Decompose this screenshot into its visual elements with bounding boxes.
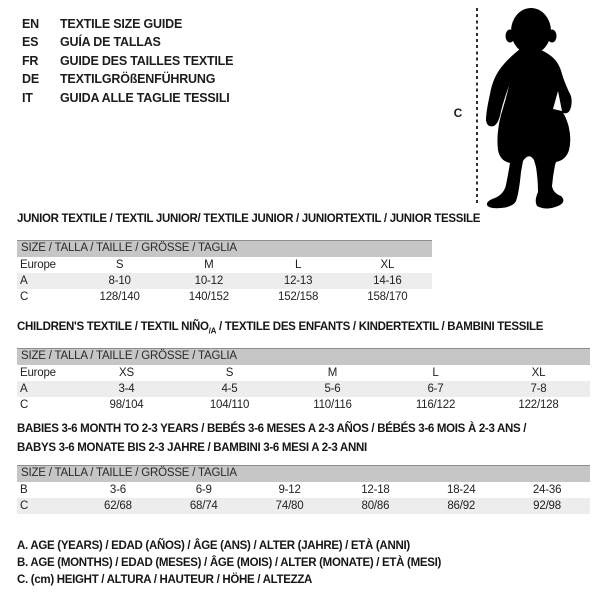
babies-size-table <box>17 465 590 514</box>
language-label: GUÍA DE TALLAS <box>60 35 161 50</box>
language-code: EN <box>22 17 39 31</box>
row-label: C <box>20 499 29 512</box>
size-cell: 110/116 <box>313 398 352 411</box>
size-cell: 4-5 <box>221 382 238 395</box>
size-cell: XS <box>119 366 134 379</box>
size-cell: M <box>327 366 338 379</box>
size-cell: 9-12 <box>278 483 301 496</box>
size-cell: S <box>115 258 124 271</box>
size-cell: 92/98 <box>533 499 561 512</box>
footnote-age-months: B. AGE (MONTHS) / EDAD (MESES) / ÂGE (MOIS) / ALTER (MONATE) / ETÀ (MESI) <box>17 557 442 570</box>
language-label: GUIDE DES TAILLES TEXTILE <box>60 53 234 68</box>
babies-title-line1: BABIES 3-6 MONTH TO 2-3 YEARS / BEBÉS 3-6 MESES A 2-3 AÑOS / BÉBÉS 3-6 MOIS À 2-3 ANS / <box>17 423 527 435</box>
children-title-text: CHILDREN'S TEXTILE / TEXTIL NIÑO <box>17 321 209 333</box>
legend-footnotes <box>17 538 441 590</box>
size-header: SIZE / TALLA / TAILLE / GRÖSSE / TAGLIA <box>17 466 590 482</box>
row-label: Europe <box>20 366 56 379</box>
size-cell: 62/68 <box>104 499 132 512</box>
toddler-silhouette-icon <box>483 4 575 212</box>
size-cell: 18-24 <box>447 483 476 496</box>
size-cell: 128/140 <box>99 290 140 303</box>
junior-size-table <box>17 240 432 305</box>
babies-table-title <box>17 420 526 458</box>
row-label: A <box>20 382 28 395</box>
children-size-table <box>17 348 590 413</box>
size-cell: 74/80 <box>275 499 304 512</box>
language-row-en <box>22 15 233 33</box>
size-cell: 68/74 <box>189 499 218 512</box>
size-header-row <box>17 241 432 257</box>
table-row-age-years <box>17 273 432 289</box>
size-cell: 5-6 <box>324 382 341 395</box>
size-cell: 14-16 <box>373 274 402 287</box>
table-row-europe <box>17 257 432 273</box>
language-row-es <box>22 33 233 51</box>
junior-table-title: JUNIOR TEXTILE / TEXTIL JUNIOR/ TEXTILE JUNIOR / JUNIORTEXTIL / JUNIOR TESSILE <box>17 213 481 225</box>
children-title-subscript: /A <box>208 326 217 336</box>
size-cell: 24-36 <box>532 483 562 496</box>
table-row-height <box>17 498 590 514</box>
row-label: C <box>20 398 29 411</box>
size-cell: 116/122 <box>415 398 456 411</box>
size-header-row <box>17 349 590 365</box>
language-label: GUIDA ALLE TAGLIE TESSILI <box>60 90 230 105</box>
size-cell: 12-13 <box>283 274 313 287</box>
size-cell: 140/152 <box>188 290 229 303</box>
size-cell: 10-12 <box>194 274 224 287</box>
size-header-row <box>17 466 590 482</box>
babies-title-line2: BABYS 3-6 MONATE BIS 2-3 JAHRE / BAMBINI 3-6 MESI A 2-3 ANNI <box>17 442 367 454</box>
language-code: ES <box>22 35 39 50</box>
table-row-height <box>17 289 432 305</box>
size-cell: 3-4 <box>118 382 135 395</box>
size-cell: XL <box>380 258 395 271</box>
language-label: TEXTILGRÖßENFÜHRUNG <box>60 72 216 87</box>
row-label: B <box>20 483 28 496</box>
size-cell: 86/92 <box>447 499 476 512</box>
size-cell: L <box>432 366 439 379</box>
size-cell: 8-10 <box>108 274 131 287</box>
language-code: FR <box>22 53 39 68</box>
size-cell: 104/110 <box>209 398 250 411</box>
table-row-age-years <box>17 381 590 397</box>
size-cell: XL <box>531 366 546 379</box>
footnote-age-years: A. AGE (YEARS) / EDAD (AÑOS) / ÂGE (ANS) / ALTER (JAHRE) / ETÀ (ANNI) <box>17 540 410 552</box>
size-cell: S <box>225 366 234 379</box>
children-title-text: / TEXTILE DES ENFANTS / KINDERTEXTIL / BAMBINI TESSILE <box>216 321 544 333</box>
size-cell: 6-9 <box>195 483 212 496</box>
size-cell: 80/86 <box>361 499 390 512</box>
row-label: C <box>20 290 29 303</box>
language-row-it <box>22 89 233 107</box>
size-header: SIZE / TALLA / TAILLE / GRÖSSE / TAGLIA <box>17 241 432 257</box>
height-measure-label: C <box>453 106 463 120</box>
table-row-age-months <box>17 482 590 498</box>
size-cell: 7-8 <box>530 382 547 395</box>
language-label: TEXTILE SIZE GUIDE <box>60 17 183 31</box>
size-cell: 122/128 <box>518 398 559 411</box>
size-cell: M <box>204 258 214 271</box>
language-code: DE <box>22 72 39 87</box>
table-row-height <box>17 397 590 413</box>
size-cell: 98/104 <box>109 398 144 411</box>
height-measure-line <box>476 8 478 206</box>
size-cell: 3-6 <box>109 483 126 496</box>
size-cell: L <box>295 258 302 271</box>
size-cell: 158/170 <box>367 290 408 303</box>
row-label: A <box>20 274 28 287</box>
language-list <box>22 15 233 107</box>
row-label: Europe <box>20 258 56 271</box>
children-table-title <box>17 319 543 339</box>
language-row-de <box>22 70 233 88</box>
size-header: SIZE / TALLA / TAILLE / GRÖSSE / TAGLIA <box>17 349 590 365</box>
footnote-height: C. (cm) HEIGHT / ALTURA / HAUTEUR / HÖHE / ALTEZZA <box>17 574 313 587</box>
size-cell: 12-18 <box>361 483 390 496</box>
table-row-europe <box>17 365 590 381</box>
size-cell: 152/158 <box>278 290 319 303</box>
language-code: IT <box>22 90 33 105</box>
size-cell: 6-7 <box>427 382 444 395</box>
language-row-fr <box>22 52 233 70</box>
